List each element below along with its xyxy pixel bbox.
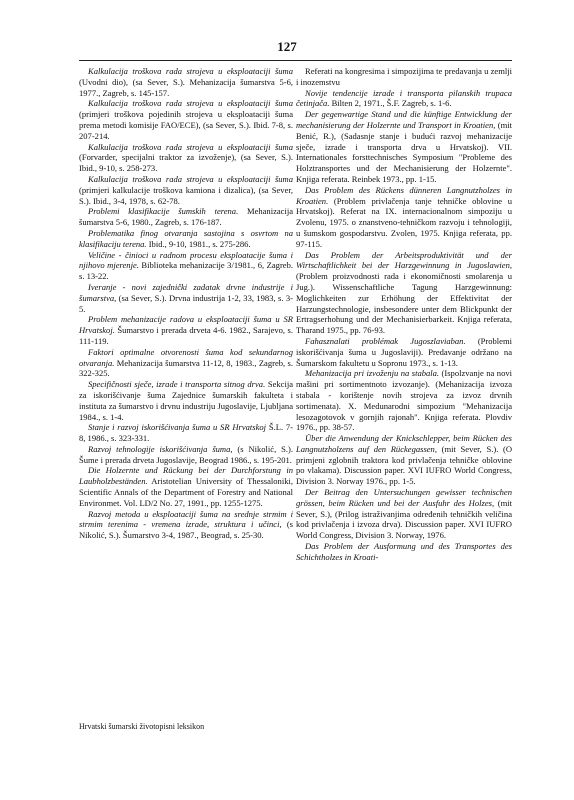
entry-body: Mehanizacija šumarstva 11-12, 8, 1983., Zagreb, s. 322-325. xyxy=(79,357,293,379)
right-column xyxy=(296,66,512,563)
entry-title: Specifičnosti sječe, izrade i transporta sitnog drva. xyxy=(88,379,266,390)
entry-title: Razvoj tehnologije iskorišćivanja šuma, xyxy=(88,443,233,454)
page-number: 127 xyxy=(277,39,297,54)
entry-body: Aristotelian University of Thessaloniki, Scientific Annals of the Department of Forestry and National Environmet. Vol. LD/2 No. 27, 1991., pp. 1255-1275. xyxy=(79,476,293,508)
bibliography-entry xyxy=(296,66,512,88)
entry-title: Das Problem der Arbeitsproduktivität und der Wirtschaftlichkeit bei der Harzgewinnung in Jugoslawien, xyxy=(296,249,512,271)
entry-title: Der Beitrag den Untersuchungen gewisser technischen grössen, beim Rücken und bei der Ausfuhr des Holzes, xyxy=(296,487,512,508)
entry-body: (s Nikolić, S.). Šume i prerada drveta Jugoslavije, Beograd 1986., s. 195-201. xyxy=(79,443,293,465)
bibliography-entry xyxy=(79,465,293,508)
entry-body: (Problemi iskorišćivanja šuma u Jugoslaviji). Predavanje održano na Šumarskom fakultetu u Sopronu 1973., s. 1-13. xyxy=(296,335,512,368)
entry-body: Sekcija za iskorišćivanje šuma Zajednice šumarskih fakulteta i instituta za šumarstvo i drvnu industriju Jugoslavije, Ljubljana 1984., s. 1-4. xyxy=(79,379,294,422)
bibliography-entry xyxy=(79,142,293,174)
entry-title: Stanje i razvoj iskorišćivanja šuma u SR Hrvatskoj xyxy=(88,422,267,433)
entry-body: (Problem privlačenja tanje tehničke oblovine u Hrvatskoj). Referat na IX. internacionalnom simpoziju u Zvolenu, 1975. o znanstveno-tehničkom razvoju i tehnologiji, u šumskom gospodarstvu. Zvolen, 1975. Knjiga referata, pp. 97-115. xyxy=(296,195,512,249)
bibliography-entry xyxy=(79,444,293,466)
bibliography-entry xyxy=(79,314,293,346)
entry-body: (Ispolzvanje na novi mašini pri sortimentnoto izvozanje). (Mehanizacija izvoza stabala - korištenje novih strojeva za izvoz drvnih sortimenata). X. Medunarodni simpozium "Mehanizacija lesozagotovok v gornjih rajonah". Knjiga referata. Plovdiv 1976., pp. 38-57. xyxy=(296,368,512,433)
entry-title: Problem mehanizacije radova u eksploataciji šuma u SR Hrvatskoj. xyxy=(79,314,293,336)
bibliography-entry xyxy=(296,109,512,185)
entry-title: Kalkulacija troškova rada strojeva u eksploataciji šuma xyxy=(88,98,293,109)
entry-title: Kalkulacija troškova rada strojeva u eksploataciji šuma xyxy=(88,173,293,184)
entry-title: Novije tendencije izrade i transporta pilanskih trupaca četinjača. xyxy=(296,87,512,109)
bibliography-entry xyxy=(79,174,293,206)
entry-body: (s Nikolić, S.). Šumarstvo 3-4, 1987., Beograd, s. 25-30. xyxy=(79,519,293,541)
entry-title: Fahasznalati problémak Jugoszlaviaban. xyxy=(305,335,466,346)
entry-body: (mit Sever, S.). (O primjeni zglobnih traktora kod privlačenja tehničke oblovine po vlakama). Discussion paper. XVI IUFRO World Congress, Division 3. Norway 1976., pp. 1-5. xyxy=(296,443,513,487)
footer-text: Hrvatski šumarski životopisni leksikon xyxy=(79,722,205,731)
entry-body: Mehanizacija šumarstva 5-6, 1980., Zagreb, s. 176-187. xyxy=(79,206,293,228)
bibliography-entry xyxy=(79,347,293,379)
entry-title: Problematika finog otvaranja sastojina s osvrtom na klasifikaciju terena. xyxy=(79,227,293,249)
entry-title: Faktori optimalne otvorenosti šuma kod sekundarnog otvaranja. xyxy=(79,346,293,368)
entry-body: (mit Sever, S.), (Prilog istraživanjima određenih tehničkih veličina kod privlačenja i izvoza drva). Discussion paper. XVI IUFRO World Congress, Division 3. Norway, 1976. xyxy=(296,497,512,541)
bibliography-entry xyxy=(296,185,512,250)
entry-title: Veličine - činioci u radnom procesu eksploatacije šuma i njihovo mjerenje. xyxy=(79,249,293,271)
entry-title: Der gegenwartige Stand und die künftige Entwicklung der mechanisierung der Holzernte und Transport in Kroatien, xyxy=(296,109,512,130)
entry-body: Referati na kongresima i simpozijima te predavanja u zemlji i inozemstvu xyxy=(296,66,512,87)
entry-body: Š.L. 7-8, 1986., s. 323-331. xyxy=(79,422,293,444)
entry-title: Mehanizacija pri izvoženju na stabala. xyxy=(305,368,440,379)
entry-title: Die Holzernte und Rückung bei der Durchforstung in Laubholzbeständen. xyxy=(79,465,293,487)
bibliography-entry xyxy=(296,250,512,336)
bibliography-entry xyxy=(296,541,512,563)
bibliography-entry xyxy=(296,336,512,368)
entry-body: (Forvarder, specijalni traktor za izvoženje), (sa Sever, S.). Ibid., 9-10, s. 258-273. xyxy=(79,152,293,174)
entry-title: Kalkulacija troškova rada strojeva u eksploataciji šuma xyxy=(88,66,293,76)
entry-body: Ibid., 9-10, 1981., s. 275-286. xyxy=(146,238,251,249)
bibliography-entry xyxy=(79,282,293,314)
entry-body: (primjeri kalkulacije troškova kamiona i dizalica), (sa Sever, S.). Ibid., 3-4, 1978, s. 62-78. xyxy=(79,184,293,206)
bibliography-entry xyxy=(296,487,512,541)
bibliography-entry xyxy=(79,98,293,141)
left-column xyxy=(79,66,293,541)
entry-title: Das Problem der Ausformung und des Transportes des Schichtholzes in Kroati- xyxy=(296,541,512,562)
entry-title: Kalkulacija troškova rada strojeva u eksploataciji šuma xyxy=(88,141,293,152)
entry-title: Das Problem des Rückens dünneren Langnutzholzes in Kroatien. xyxy=(296,184,512,206)
bibliography-entry xyxy=(79,422,293,444)
bibliography-entry xyxy=(79,228,293,250)
bibliography-entry xyxy=(79,250,293,282)
entry-body: Bilten 2, 1971., Š.F. Zagreb, s. 1-6. xyxy=(329,98,452,109)
header-rule xyxy=(79,60,512,61)
bibliography-entry xyxy=(296,368,512,433)
bibliography-entry xyxy=(79,66,293,98)
entry-body: (Uvodni dio), (sa Sever, S.). Mehanizacija šumarstva 5-6, 1977., Zagreb, s. 145-157. xyxy=(79,76,293,98)
bibliography-entry xyxy=(296,433,512,487)
entry-body: Biblioteka mehanizacije 3/1981., 6, Zagreb. s. 13-22. xyxy=(79,260,293,282)
bibliography-entry xyxy=(296,88,512,110)
entry-body: (sa Sever, S.). Drvna industrija 1-2, 33, 1983, s. 3-5. xyxy=(79,292,293,314)
entry-title: Razvoj metoda u eksploataciji šuma na srednje strmim i strmim terenima - vremena izrade, struktura i učinci, xyxy=(79,508,293,530)
entry-body: (primjeri troškova pojedinih strojeva u eksploataciji šuma prema metodi komisije FAO/ECE), (sa Sever, S.). Ibid. 7-8, s. 207-214. xyxy=(79,109,293,141)
entry-body: (Problem proizvodnosti rada i ekonomičnosti smolarenja u Jug.). Wissenschaftliche Tagung Harzgewinnung: Moglichkeiten zur Erhöhung der Effektivitat der Harzungstechnologie, insbesondere unter dem Blickpunkt der Ertragserhohung und der Mechanisierbarkeit. Knjiga referata, Tharand 1975., pp. 76-93. xyxy=(296,271,512,336)
bibliography-entry xyxy=(79,206,293,228)
bibliography-entry xyxy=(79,509,293,541)
entry-title: Problemi klasifikacije šumskih terena. xyxy=(88,206,239,217)
entry-title: Iveranje - novi zajednički zadatak drvne industrije i šumarstva, xyxy=(79,281,293,303)
entry-body: Šumarstvo i prerada drveta 4-6. 1982., Sarajevo, s. 111-119. xyxy=(79,325,293,346)
entry-title: Über die Anwendung der Knickschlepper, beim Rücken des Langnutzholzens auf den Rückegassen, xyxy=(296,433,512,454)
bibliography-entry xyxy=(79,379,293,422)
entry-body: (mit Benić, R.), (Sadasnje stanje i budući razvoj mehanizacije sječe, izrade i transporta drva u Hrvatskoj). VII. Internationales forsttechnisches Symposium "Probleme des Holztransportes und der Mechanisierung der Holzernte". Knjiga referata. Reinbek 1973., pp. 1-15. xyxy=(296,119,512,184)
